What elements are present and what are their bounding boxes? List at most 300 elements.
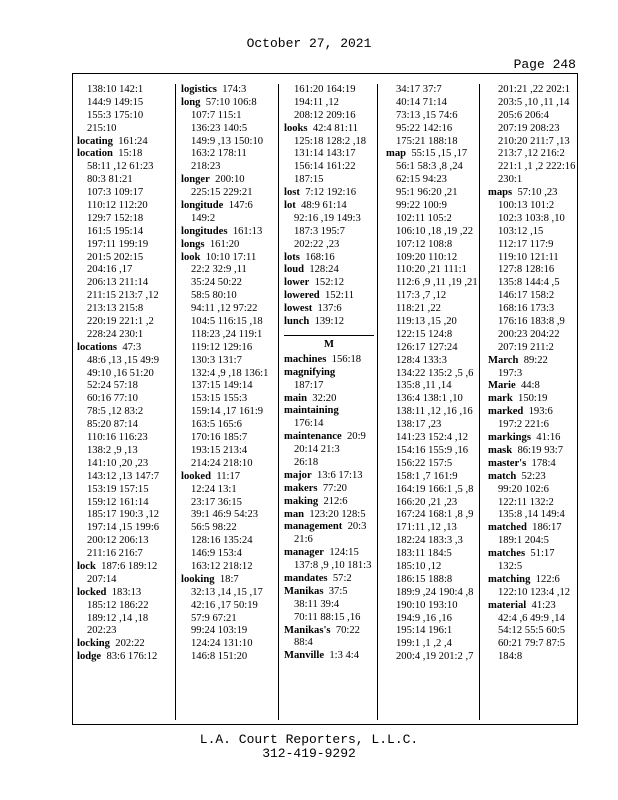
index-refs-line: 12:24 13:1 bbox=[191, 483, 237, 495]
index-refs-line: 156:22 157:5 bbox=[396, 457, 453, 469]
index-term: making bbox=[284, 495, 319, 507]
index-refs-line: 99:20 102:6 bbox=[498, 483, 549, 495]
index-refs: 122:6 bbox=[535, 573, 560, 585]
index-refs-line: 175:21 188:18 bbox=[396, 135, 458, 147]
index-entry bbox=[284, 521, 377, 534]
index-refs-line: 144:9 149:15 bbox=[87, 96, 144, 108]
index-term: matching bbox=[488, 573, 531, 585]
index-refs-line: 203:5 ,10 ,11 ,14 bbox=[498, 96, 570, 108]
index-refs: 123:20 128:5 bbox=[309, 508, 366, 520]
index-refs-line: 80:3 81:21 bbox=[87, 174, 133, 186]
index-term: lodge bbox=[77, 651, 102, 663]
index-refs-line: 187:3 195:7 bbox=[294, 225, 345, 237]
index-refs: 86:19 93:7 bbox=[517, 444, 564, 456]
index-entry bbox=[181, 252, 278, 265]
index-refs-line: 187:17 bbox=[294, 379, 324, 391]
index-refs-line: 213:13 215:8 bbox=[87, 303, 144, 315]
index-term: locking bbox=[77, 638, 110, 650]
index-term: looks bbox=[284, 122, 308, 134]
index-entry bbox=[488, 600, 578, 613]
index-refs-line: 141:10 ,20 ,23 bbox=[87, 457, 149, 469]
index-term: magnifying bbox=[284, 366, 336, 378]
index-refs-line: 202:22 ,23 bbox=[294, 238, 340, 250]
index-refs-line: 109:20 110:12 bbox=[396, 251, 458, 263]
index-refs-line: 106:10 ,18 ,19 ,22 bbox=[396, 225, 474, 237]
index-entry bbox=[284, 316, 377, 329]
index-refs-line: 32:13 ,14 ,15 ,17 bbox=[191, 586, 263, 598]
index-refs-line: 171:11 ,12 ,13 bbox=[396, 522, 457, 534]
index-refs-line: 189:12 ,14 ,18 bbox=[87, 612, 149, 624]
index-refs-line: 137:15 149:14 bbox=[191, 380, 253, 392]
index-term: lost bbox=[284, 187, 300, 199]
index-column-4 bbox=[377, 84, 479, 720]
index-refs-line: 183:11 184:5 bbox=[396, 548, 452, 560]
index-refs-line: 110:20 ,21 111:1 bbox=[396, 264, 467, 276]
index-refs-line: 170:16 185:7 bbox=[191, 432, 248, 444]
index-entry bbox=[488, 574, 578, 587]
index-refs: 161:13 bbox=[232, 225, 263, 237]
index-refs-line: 202:23 bbox=[87, 625, 117, 637]
index-refs-line: 206:13 211:14 bbox=[87, 277, 149, 289]
index-term: longs bbox=[181, 238, 205, 250]
index-term: Marie bbox=[488, 380, 516, 392]
index-entry bbox=[488, 471, 578, 484]
index-refs: 200:10 bbox=[215, 174, 245, 186]
index-entry bbox=[284, 393, 377, 406]
index-entry bbox=[181, 84, 278, 97]
index-entry bbox=[284, 470, 377, 483]
index-refs-line: 122:10 123:4 ,12 bbox=[498, 586, 571, 598]
index-entry bbox=[77, 651, 175, 664]
index-refs-line: 176:14 bbox=[294, 418, 324, 430]
index-entry bbox=[284, 354, 377, 367]
section-letter: M bbox=[284, 335, 374, 352]
index-entry bbox=[284, 187, 377, 200]
index-term: matched bbox=[488, 522, 527, 534]
index-refs-line: 132:5 bbox=[498, 560, 523, 572]
index-term: Manville bbox=[284, 650, 325, 662]
index-term: loud bbox=[284, 264, 305, 276]
index-refs-line: 159:12 161:14 bbox=[87, 496, 149, 508]
index-refs-line: 163:2 178:11 bbox=[191, 148, 247, 160]
index-refs: 1:3 4:4 bbox=[329, 650, 360, 662]
index-refs-line: 110:16 116:23 bbox=[87, 432, 148, 444]
index-refs-line: 117:3 ,7 ,12 bbox=[396, 290, 447, 302]
index-refs-line: 95:1 96:20 ,21 bbox=[396, 187, 458, 199]
index-refs-line: 95:22 142:16 bbox=[396, 122, 453, 134]
index-refs-line: 21:6 bbox=[294, 534, 313, 546]
index-refs-line: 48:6 ,13 ,15 49:9 bbox=[87, 354, 160, 366]
index-refs-line: 102:3 103:8 ,10 bbox=[498, 212, 565, 224]
index-entry bbox=[181, 471, 278, 484]
index-entry bbox=[284, 586, 377, 599]
index-refs-line: 185:10 ,12 bbox=[396, 560, 442, 572]
index-entry bbox=[284, 405, 377, 418]
index-refs-line: 112:6 ,9 ,11 ,19 ,21 bbox=[396, 277, 478, 289]
index-refs-line: 186:15 188:8 bbox=[396, 573, 453, 585]
index-entry bbox=[181, 239, 278, 252]
index-refs-line: 143:12 ,13 147:7 bbox=[87, 470, 160, 482]
index-refs-line: 103:12 ,15 bbox=[498, 225, 544, 237]
index-refs-line: 42:4 ,6 49:9 ,14 bbox=[498, 612, 565, 624]
index-refs: 183:13 bbox=[111, 586, 142, 598]
index-refs-line: 128:4 133:3 bbox=[396, 354, 447, 366]
index-refs-line: 128:16 135:24 bbox=[191, 535, 253, 547]
index-refs-line: 207:19 211:2 bbox=[498, 341, 554, 353]
index-entry bbox=[181, 226, 278, 239]
index-refs-line: 20:14 21:3 bbox=[294, 444, 340, 456]
index-term: looking bbox=[181, 573, 215, 585]
index-term: match bbox=[488, 470, 517, 482]
index-entry bbox=[488, 432, 578, 445]
index-refs-line: 194:11 ,12 bbox=[294, 96, 339, 108]
index-entry bbox=[488, 393, 578, 406]
index-refs-line: 130:3 131:7 bbox=[191, 354, 242, 366]
index-refs: 161:24 bbox=[118, 135, 148, 147]
index-entry bbox=[284, 277, 377, 290]
index-refs-line: 167:24 168:1 ,8 ,9 bbox=[396, 509, 474, 521]
index-refs-line: 146:8 151:20 bbox=[191, 651, 248, 663]
index-refs-line: 99:24 103:19 bbox=[191, 625, 248, 637]
index-entry bbox=[284, 367, 377, 380]
index-refs: 202:22 bbox=[115, 638, 145, 650]
index-refs-line: 42:16 ,17 50:19 bbox=[191, 599, 258, 611]
index-entry bbox=[284, 547, 377, 560]
index-entry bbox=[284, 252, 377, 265]
index-refs-line: 119:13 ,15 ,20 bbox=[396, 316, 457, 328]
index-term: maps bbox=[488, 187, 513, 199]
index-column-3 bbox=[278, 84, 377, 720]
index-entry bbox=[488, 445, 578, 458]
index-refs: 83:6 176:12 bbox=[106, 651, 158, 663]
index-refs-line: 138:11 ,12 ,16 ,16 bbox=[396, 406, 473, 418]
index-refs-line: 60:21 79:7 87:5 bbox=[498, 638, 566, 650]
index-refs: 41:16 bbox=[536, 432, 561, 444]
index-refs-line: 199:1 ,1 ,2 ,4 bbox=[396, 638, 452, 650]
index-term: mask bbox=[488, 444, 513, 456]
index-term: maintaining bbox=[284, 405, 339, 417]
index-refs: 11:17 bbox=[216, 470, 241, 482]
index-entry bbox=[284, 303, 377, 316]
index-refs-line: 159:14 ,17 161:9 bbox=[191, 406, 264, 418]
index-entry bbox=[284, 290, 377, 303]
index-refs-line: 56:5 98:22 bbox=[191, 522, 237, 534]
index-refs: 139:12 bbox=[314, 316, 345, 328]
index-term: main bbox=[284, 392, 307, 404]
index-refs: 18:7 bbox=[219, 573, 239, 585]
index-refs-line: 182:24 183:3 ,3 bbox=[396, 535, 463, 547]
index-term: Manikas's bbox=[284, 624, 331, 636]
index-refs-line: 125:18 128:2 ,18 bbox=[294, 135, 367, 147]
index-entry bbox=[77, 587, 175, 600]
index-term: management bbox=[284, 521, 343, 533]
index-refs-line: 52:24 57:18 bbox=[87, 380, 138, 392]
header-date: October 27, 2021 bbox=[246, 36, 372, 51]
index-refs-line: 92:16 ,19 149:3 bbox=[294, 212, 361, 224]
index-refs-line: 62:15 94:23 bbox=[396, 174, 447, 186]
index-refs-line: 185:12 186:22 bbox=[87, 599, 149, 611]
index-term: marked bbox=[488, 406, 524, 418]
index-term: lock bbox=[77, 560, 96, 572]
index-refs-line: 132:4 ,9 ,18 136:1 bbox=[191, 367, 269, 379]
index-term: major bbox=[284, 469, 312, 481]
index-refs-line: 58:5 80:10 bbox=[191, 290, 237, 302]
index-entry bbox=[77, 136, 175, 149]
index-refs-line: 153:19 157:15 bbox=[87, 483, 149, 495]
index-refs: 89:22 bbox=[523, 354, 548, 366]
index-refs-line: 163:5 165:6 bbox=[191, 419, 242, 431]
index-term: locked bbox=[77, 586, 107, 598]
index-refs: 128:24 bbox=[309, 264, 339, 276]
index-refs-line: 197:3 bbox=[498, 367, 523, 379]
index-term: makers bbox=[284, 482, 318, 494]
index-refs-line: 49:10 ,16 51:20 bbox=[87, 367, 154, 379]
index-refs-line: 187:15 bbox=[294, 174, 324, 186]
index-term: longitudes bbox=[181, 225, 228, 237]
index-refs-line: 100:13 101:2 bbox=[498, 200, 555, 212]
index-term: man bbox=[284, 508, 305, 520]
index-refs-line: 218:23 bbox=[191, 161, 221, 173]
index-refs-line: 161:20 164:19 bbox=[294, 84, 356, 95]
index-refs-line: 201:21 ,22 202:1 bbox=[498, 84, 571, 95]
index-refs-line: 197:14 ,15 199:6 bbox=[87, 522, 160, 534]
index-entry bbox=[284, 650, 377, 663]
index-term: manager bbox=[284, 547, 325, 559]
index-entry bbox=[386, 148, 479, 161]
index-refs-line: 141:23 152:4 ,12 bbox=[396, 432, 469, 444]
index-entry bbox=[77, 561, 175, 574]
index-refs-line: 137:8 ,9 ,10 181:3 bbox=[294, 560, 372, 572]
index-column-5 bbox=[479, 84, 578, 720]
index-entry bbox=[284, 123, 377, 136]
index-refs-line: 161:5 195:14 bbox=[87, 225, 144, 237]
index-refs-line: 146:17 158:2 bbox=[498, 290, 555, 302]
index-refs-line: 149:2 bbox=[191, 212, 216, 224]
index-refs-line: 166:20 ,21 ,23 bbox=[396, 496, 458, 508]
index-refs-line: 73:13 ,15 74:6 bbox=[396, 109, 458, 121]
index-refs-line: 136:4 138:1 ,10 bbox=[396, 393, 463, 405]
index-refs: 48:9 61:14 bbox=[301, 200, 347, 212]
index-refs-line: 70:11 88:15 ,16 bbox=[294, 611, 361, 623]
index-refs-line: 201:5 202:15 bbox=[87, 251, 144, 263]
index-refs-line: 94:11 ,12 97:22 bbox=[191, 303, 258, 315]
index-entry bbox=[181, 574, 278, 587]
index-refs-line: 102:11 105:2 bbox=[396, 212, 452, 224]
index-entry bbox=[284, 264, 377, 277]
index-entry bbox=[488, 380, 578, 393]
index-entry bbox=[284, 625, 377, 638]
index-refs-line: 176:16 183:8 ,9 bbox=[498, 316, 565, 328]
index-refs-line: 56:1 58:3 ,8 ,24 bbox=[396, 161, 463, 173]
index-term: location bbox=[77, 148, 113, 160]
index-term: locating bbox=[77, 135, 113, 147]
index-refs-line: 39:1 46:9 54:23 bbox=[191, 509, 259, 521]
index-refs: 77:20 bbox=[322, 482, 347, 494]
index-refs-line: 146:9 153:4 bbox=[191, 548, 242, 560]
index-refs-line: 221:1 ,1 ,2 222:16 bbox=[498, 161, 576, 173]
index-refs-line: 138:2 ,9 ,13 bbox=[87, 444, 138, 456]
index-refs-line: 207:14 bbox=[87, 573, 117, 585]
index-refs: 44:8 bbox=[520, 380, 540, 392]
index-refs-line: 195:14 196:1 bbox=[396, 625, 453, 637]
index-refs-line: 58:11 ,12 61:23 bbox=[87, 161, 154, 173]
index-refs-line: 193:15 213:4 bbox=[191, 444, 248, 456]
index-refs-line: 107:7 115:1 bbox=[191, 109, 242, 121]
index-term: March bbox=[488, 354, 519, 366]
index-refs: 193:6 bbox=[528, 406, 553, 418]
index-refs: 70:22 bbox=[335, 624, 360, 636]
index-refs: 168:16 bbox=[305, 251, 335, 263]
index-refs-line: 164:19 166:1 ,5 ,8 bbox=[396, 483, 474, 495]
index-refs-line: 200:4 ,19 201:2 ,7 bbox=[396, 651, 474, 663]
index-refs: 161:20 bbox=[209, 238, 240, 250]
index-term: look bbox=[181, 251, 201, 263]
index-refs: 156:18 bbox=[331, 353, 362, 365]
index-term: logistics bbox=[181, 84, 217, 95]
index-refs-line: 40:14 71:14 bbox=[396, 96, 447, 108]
index-refs-line: 200:23 204:22 bbox=[498, 328, 560, 340]
index-refs: 147:6 bbox=[228, 200, 253, 212]
index-column-1 bbox=[72, 84, 175, 720]
index-entry bbox=[488, 458, 578, 471]
index-refs-line: 122:11 132:2 bbox=[498, 496, 554, 508]
index-refs-line: 57:9 67:21 bbox=[191, 612, 237, 624]
index-refs-line: 189:1 204:5 bbox=[498, 535, 549, 547]
index-refs-line: 136:23 140:5 bbox=[191, 122, 248, 134]
index-refs: 178:4 bbox=[531, 457, 556, 469]
index-refs-line: 107:3 109:17 bbox=[87, 187, 144, 199]
index-entry bbox=[181, 97, 278, 110]
index-refs-line: 104:5 116:15 ,18 bbox=[191, 316, 263, 328]
footer-company: L.A. Court Reporters, L.L.C. bbox=[199, 732, 419, 747]
index-refs-line: 163:12 218:12 bbox=[191, 560, 253, 572]
index-refs-line: 35:24 50:22 bbox=[191, 277, 242, 289]
index-refs: 47:3 bbox=[122, 341, 142, 353]
index-refs-line: 110:12 112:20 bbox=[87, 200, 148, 212]
index-refs: 37:5 bbox=[328, 585, 348, 597]
index-entry bbox=[284, 573, 377, 586]
index-entry bbox=[181, 200, 278, 213]
index-entry bbox=[488, 355, 578, 368]
index-refs-line: 156:14 161:22 bbox=[294, 161, 356, 173]
index-refs: 212:6 bbox=[323, 495, 348, 507]
index-entry bbox=[284, 496, 377, 509]
index-refs-line: 126:17 127:24 bbox=[396, 341, 458, 353]
index-entry bbox=[284, 483, 377, 496]
index-refs-line: 135:8 ,11 ,14 bbox=[396, 380, 452, 392]
index-term: longer bbox=[181, 174, 210, 186]
index-refs-line: 78:5 ,12 83:2 bbox=[87, 406, 144, 418]
index-refs: 124:15 bbox=[329, 547, 359, 559]
index-term: longitude bbox=[181, 200, 224, 212]
index-refs-line: 60:16 77:10 bbox=[87, 393, 138, 405]
index-term: long bbox=[181, 96, 201, 108]
index-refs-line: 210:20 211:7 ,13 bbox=[498, 135, 570, 147]
page-number: Page 248 bbox=[513, 57, 576, 72]
index-refs-line: 205:6 206:4 bbox=[498, 109, 549, 121]
index-entry bbox=[488, 406, 578, 419]
index-refs-line: 119:10 121:11 bbox=[498, 251, 559, 263]
index-refs-line: 149:9 ,13 150:10 bbox=[191, 135, 264, 147]
footer-phone: 312-419-9292 bbox=[262, 746, 356, 761]
index-term: looked bbox=[181, 470, 212, 482]
index-refs-line: 135:8 ,14 149:4 bbox=[498, 509, 565, 521]
index-term: Manikas bbox=[284, 585, 324, 597]
index-entry bbox=[284, 509, 377, 522]
index-refs-line: 118:21 ,22 bbox=[396, 303, 441, 315]
index-refs-line: 213:7 ,12 216:2 bbox=[498, 148, 565, 160]
index-entry bbox=[488, 522, 578, 535]
index-refs-line: 154:16 155:9 ,16 bbox=[396, 444, 469, 456]
index-refs-line: 189:9 ,24 190:4 ,8 bbox=[396, 586, 474, 598]
index-refs: 15:18 bbox=[118, 148, 143, 160]
index-refs-line: 204:16 ,17 bbox=[87, 264, 133, 276]
index-entry bbox=[488, 548, 578, 561]
index-refs: 10:10 17:11 bbox=[205, 251, 257, 263]
index-refs-line: 155:3 175:10 bbox=[87, 109, 144, 121]
index-refs-line: 54:12 55:5 60:5 bbox=[498, 625, 566, 637]
index-term: mandates bbox=[284, 572, 328, 584]
index-term: lunch bbox=[284, 316, 310, 328]
index-refs-line: 129:7 152:18 bbox=[87, 212, 144, 224]
index-refs-line: 200:12 206:13 bbox=[87, 535, 149, 547]
index-refs: 186:17 bbox=[532, 522, 562, 534]
index-refs: 32:20 bbox=[312, 392, 337, 404]
index-term: locations bbox=[77, 341, 118, 353]
index-entry bbox=[77, 148, 175, 161]
index-refs: 152:11 bbox=[325, 290, 355, 302]
index-refs-line: 124:24 131:10 bbox=[191, 638, 253, 650]
index-refs-line: 225:15 229:21 bbox=[191, 187, 253, 199]
index-refs-line: 138:17 ,23 bbox=[396, 419, 442, 431]
index-refs-line: 26:18 bbox=[294, 456, 319, 468]
index-entry bbox=[77, 638, 175, 651]
index-entry bbox=[284, 200, 377, 213]
index-entry bbox=[284, 431, 377, 444]
index-refs-line: 153:15 155:3 bbox=[191, 393, 248, 405]
index-refs-line: 22:2 32:9 ,11 bbox=[191, 264, 247, 276]
index-refs: 41:23 bbox=[531, 599, 556, 611]
index-refs-line: 197:2 221:6 bbox=[498, 419, 549, 431]
index-term: lower bbox=[284, 277, 310, 289]
index-refs-line: 134:22 135:2 ,5 ,6 bbox=[396, 367, 474, 379]
index-refs-line: 158:1 ,7 161:9 bbox=[396, 470, 458, 482]
index-entry bbox=[77, 342, 175, 355]
index-refs: 42:4 81:11 bbox=[312, 122, 359, 134]
index-refs-line: 122:15 124:8 bbox=[396, 328, 453, 340]
index-refs-line: 228:24 230:1 bbox=[87, 328, 144, 340]
index-refs-line: 127:8 128:16 bbox=[498, 264, 555, 276]
index-refs-line: 184:8 bbox=[498, 651, 523, 663]
index-refs: 57:10 106:8 bbox=[205, 96, 257, 108]
index-term: maintenance bbox=[284, 431, 342, 443]
index-refs-line: 119:12 129:16 bbox=[191, 341, 253, 353]
index-refs-line: 168:16 173:3 bbox=[498, 303, 555, 315]
index-refs: 55:15 ,15 ,17 bbox=[411, 148, 468, 160]
index-entry bbox=[488, 187, 578, 200]
index-refs-line: 38:11 39:4 bbox=[294, 598, 340, 610]
index-refs-line: 220:19 221:1 ,2 bbox=[87, 316, 154, 328]
index-columns bbox=[72, 84, 578, 720]
index-refs: 51:17 bbox=[530, 548, 555, 560]
index-refs-line: 215:10 bbox=[87, 122, 117, 134]
index-refs-line: 207:19 208:23 bbox=[498, 122, 560, 134]
index-refs-line: 214:24 218:10 bbox=[191, 457, 253, 469]
index-refs: 174:3 bbox=[222, 84, 247, 95]
index-refs-line: 112:17 117:9 bbox=[498, 238, 554, 250]
index-term: master's bbox=[488, 457, 527, 469]
index-refs-line: 230:1 bbox=[498, 174, 523, 186]
